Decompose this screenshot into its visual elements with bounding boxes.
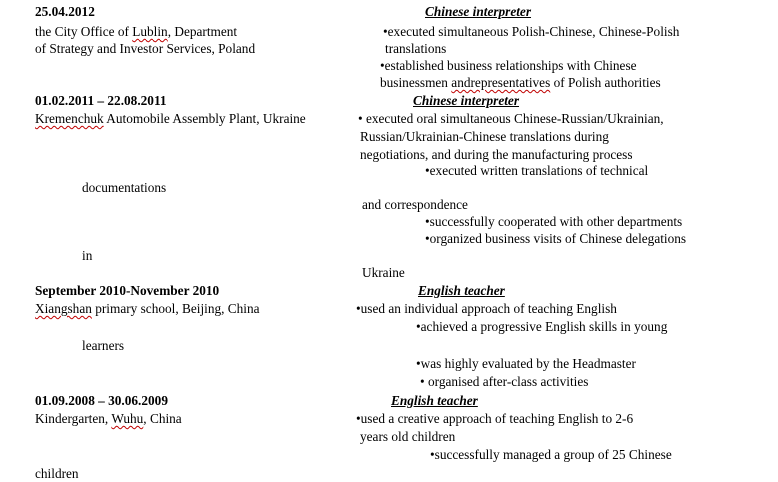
duty-line: •was highly evaluated by the Headmaster	[416, 356, 636, 371]
employer-line	[35, 411, 182, 427]
duty-line: •established business relationships with Chinese	[380, 58, 637, 73]
spellcheck-word: Wuhu	[111, 411, 144, 426]
employer-line	[35, 24, 237, 40]
employer-text: , Department	[167, 24, 238, 39]
duty-line: and correspondence	[362, 197, 468, 212]
duty-line: Russian/Ukrainian-Chinese translations during	[360, 129, 609, 144]
duty-line: •achieved a progressive English skills in young	[416, 319, 668, 334]
duty-line: •executed written translations of technical	[425, 163, 649, 178]
employer-text: Automobile Assembly Plant, Ukraine	[103, 111, 306, 126]
duty-line: documentations	[82, 180, 167, 195]
job-title: English teacher	[391, 393, 478, 408]
employer-line	[35, 301, 260, 317]
duty-line: • organised after-class activities	[420, 374, 589, 389]
duty-line: • executed oral simultaneous Chinese-Russian/Ukrainian,	[358, 111, 664, 126]
duty-text: businessmen	[380, 75, 452, 90]
entry-date: 25.04.2012	[35, 4, 95, 19]
entry-date: September 2010-November 2010	[35, 283, 220, 298]
duty-line	[380, 75, 661, 91]
spellcheck-word: Lublin	[132, 24, 168, 39]
duty-text: of Polish authorities	[550, 75, 661, 90]
duty-line: negotiations, and during the manufacturing process	[360, 147, 633, 162]
employer-text: Kindergarten,	[35, 411, 112, 426]
duty-line: •successfully managed a group of 25 Chinese	[430, 447, 672, 462]
job-title: Chinese interpreter	[425, 4, 532, 19]
employer-text: primary school, Beijing, China	[91, 301, 260, 316]
duty-line: •used an individual approach of teaching English	[356, 301, 617, 316]
spellcheck-word: Xiangshan	[35, 301, 92, 316]
duty-line: •organized business visits of Chinese delegations	[425, 231, 687, 246]
job-title: English teacher	[418, 283, 505, 298]
employer-text: the City Office of	[35, 24, 133, 39]
spellcheck-word: Kremenchuk	[35, 111, 104, 126]
duty-line: •successfully cooperated with other departments	[425, 214, 683, 229]
entry-date: 01.02.2011 – 22.08.2011	[35, 93, 167, 108]
duty-line: Ukraine	[362, 265, 405, 280]
duty-line: children	[35, 466, 79, 481]
duty-line: in	[82, 248, 93, 263]
employer-text: , China	[143, 411, 182, 426]
duty-line: translations	[385, 41, 447, 56]
employer-line: of Strategy and Investor Services, Poland	[35, 41, 256, 56]
duty-line: •executed simultaneous Polish-Chinese, Chinese-Polish	[383, 24, 680, 39]
duty-line: learners	[82, 338, 125, 353]
job-title: Chinese interpreter	[413, 93, 520, 108]
duty-line: •used a creative approach of teaching English to 2-6	[356, 411, 634, 426]
employer-line	[35, 111, 306, 127]
spellcheck-word: andrepresentatives	[451, 75, 551, 90]
duty-line: years old children	[360, 429, 456, 444]
entry-date: 01.09.2008 – 30.06.2009	[35, 393, 168, 408]
